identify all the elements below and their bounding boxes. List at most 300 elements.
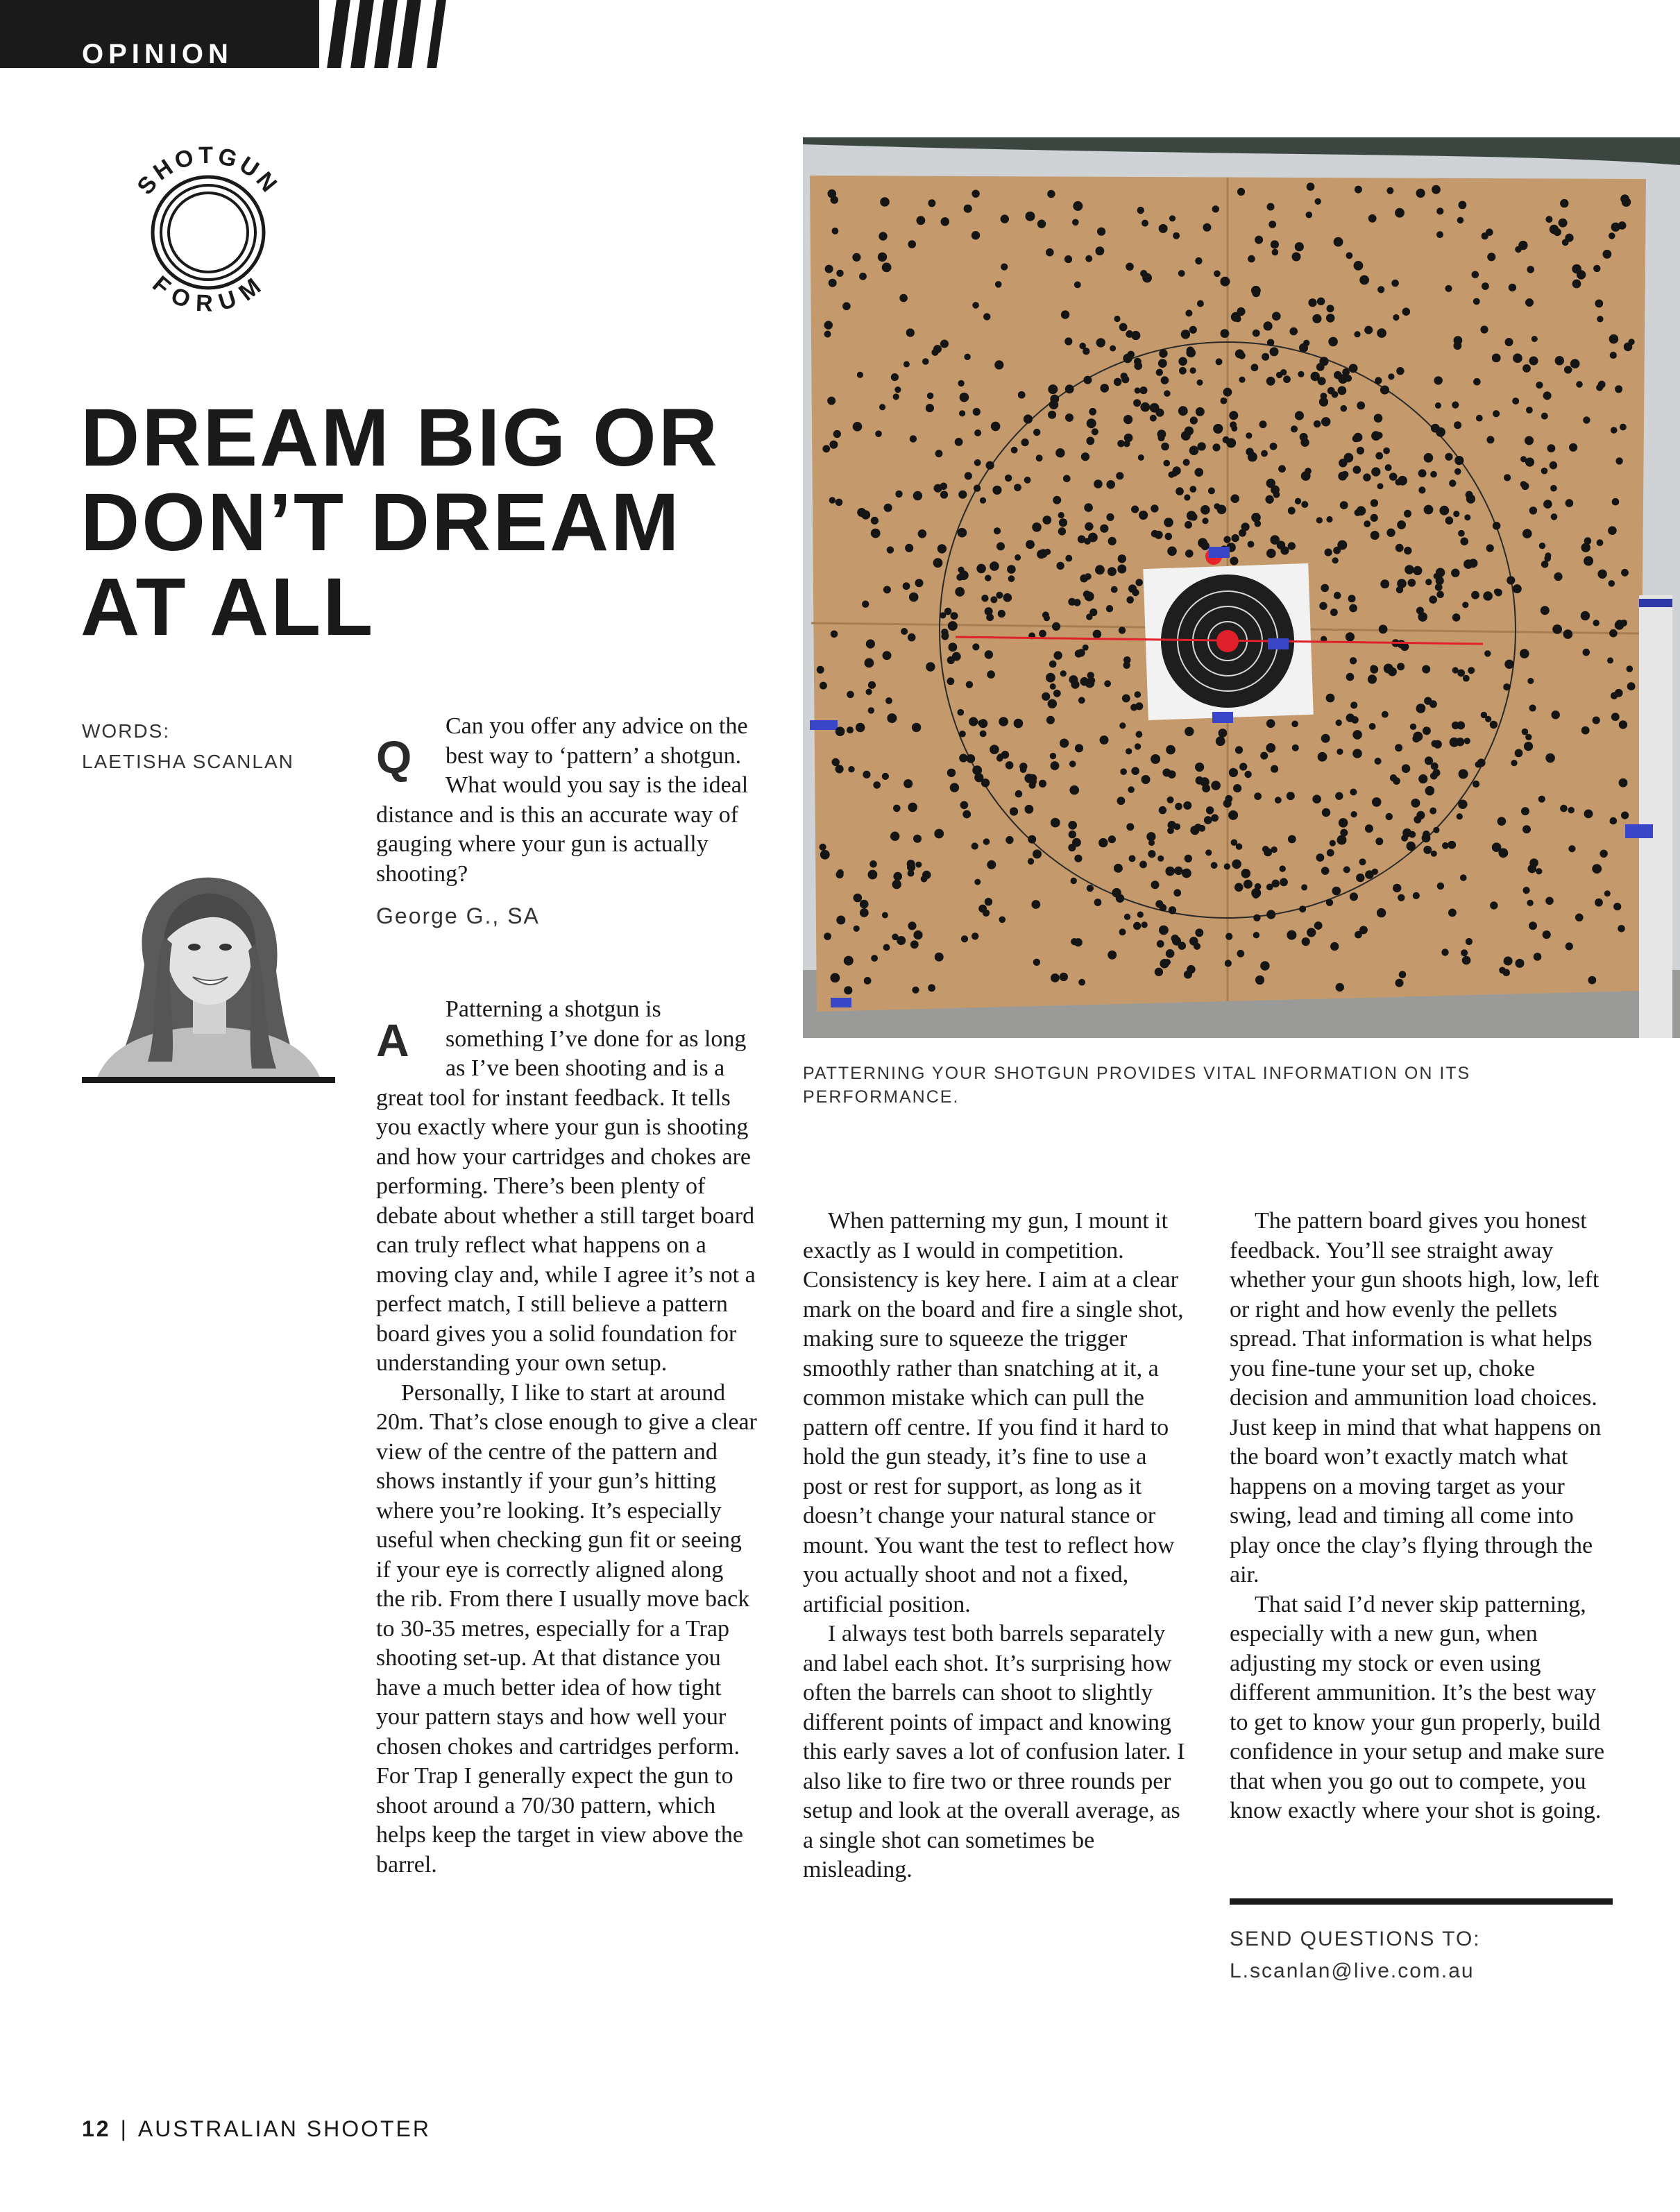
logo-top-text: SHOTGUN [132,142,285,200]
pellet-hole [1132,589,1139,596]
pellet-hole [1060,670,1067,677]
pellet-hole [1386,529,1395,537]
pellet-hole [820,682,827,690]
pellet-hole [1458,530,1465,537]
pellet-hole [1454,468,1461,475]
pattern-board-photo [803,137,1680,1038]
pellet-hole [890,832,899,841]
contact-rule [1230,1898,1613,1905]
pellet-hole [1439,506,1449,516]
pellet-hole [1050,753,1056,759]
pellet-hole [974,485,981,492]
pellet-hole [958,380,964,386]
pellet-hole [996,542,1005,550]
pellet-hole [1402,307,1411,316]
pellet-hole [1064,337,1072,345]
pellet-hole [1278,465,1286,473]
pellet-hole [1368,674,1377,683]
pellet-hole [880,197,890,207]
pellet-hole [1550,461,1557,469]
pellet-hole [1160,959,1169,968]
pellet-hole [1354,261,1364,271]
pellet-hole [1568,807,1575,813]
pellet-hole [1604,890,1611,896]
pellet-hole [1476,415,1483,422]
contact-label: SEND QUESTIONS TO: [1230,1928,1481,1950]
pellet-hole [1391,280,1399,287]
pellet-hole [1364,326,1373,334]
pellet-hole [1014,484,1021,491]
pellet-hole [1164,390,1170,396]
pellet-hole [1597,539,1604,546]
pellet-hole [1404,547,1411,554]
pellet-hole [882,263,892,273]
pellet-hole [1139,511,1148,520]
pellet-hole [1346,673,1355,681]
pellet-hole [1306,212,1313,219]
pellet-hole [1543,930,1551,939]
pellet-hole [1166,745,1176,755]
question-asker: George G., SA [376,903,540,928]
pellet-hole [974,879,981,885]
pellet-hole [1319,357,1328,366]
pellet-hole [1001,751,1010,759]
pellet-hole [1276,372,1282,378]
pellet-hole [981,779,990,787]
pellet-hole [959,754,967,762]
pellet-hole [1411,799,1420,808]
pellet-hole [1494,588,1500,595]
pellet-hole [1334,237,1343,247]
pellet-hole [1436,207,1443,214]
pellet-hole [1398,894,1405,901]
pellet-hole [1266,743,1275,753]
pellet-hole [1267,339,1275,347]
pellet-hole [1084,503,1093,512]
pellet-hole [864,977,872,985]
pellet-hole [892,880,901,889]
pellet-hole [1157,940,1164,948]
pellet-hole [1196,776,1204,785]
pellet-hole [1135,387,1141,393]
page-footer [82,2116,431,2142]
pellet-hole [1185,727,1194,736]
pellet-hole [1246,448,1253,455]
pellet-hole [1046,673,1055,683]
pellet-hole [1593,265,1600,272]
pellet-hole [1195,928,1203,937]
pellet-hole [1119,928,1126,935]
answer-column-3 [1230,1207,1618,1826]
pellet-hole [875,430,882,437]
pellet-hole [934,484,942,493]
pellet-hole [894,386,901,393]
pellet-hole [990,561,999,571]
pellet-hole [1179,367,1187,375]
pellet-hole [1064,255,1072,263]
pellet-hole [955,438,963,446]
pellet-hole [1230,494,1239,503]
pellet-hole [1194,943,1200,950]
pellet-hole [1430,471,1437,478]
pellet-hole [1462,602,1468,608]
pellet-hole [1110,346,1116,352]
pellet-hole [885,697,892,704]
pellet-hole [974,459,981,466]
pellet-hole [1349,364,1358,373]
pellet-hole [1343,866,1350,873]
pellet-hole [1525,298,1534,307]
pellet-hole [1397,579,1407,588]
pellet-hole [1334,371,1342,380]
section-stripe [427,0,446,68]
pellet-hole [1385,464,1392,471]
pellet-hole [1563,629,1573,639]
photo-caption: PATTERNING YOUR SHOTGUN PROVIDES VITAL INFORMATION ON ITS PERFORMANCE. [803,1064,1471,1107]
answer-paragraph: I always test both barrels separately and label each shot. It’s surprising how often the barrels can shoot to slightly different points of impact and knowing this early saves a lot of confusion later. I also like to fire two or three rounds per setup and look at the overall average, as a single shot can sometimes be misleading. [803,1621,1185,1882]
pellet-hole [1490,901,1497,909]
pellet-hole [1248,541,1255,548]
pellet-hole [1261,450,1268,457]
pellet-hole [1007,565,1016,574]
pellet-hole [1126,823,1134,831]
pellet-hole [1037,550,1046,559]
pellet-hole [1375,837,1383,845]
pellet-hole [835,726,845,736]
pellet-hole [1603,250,1612,259]
pellet-hole [1288,542,1296,550]
pellet-hole [1399,971,1407,978]
pellet-hole [1418,774,1427,783]
pellet-hole [1330,840,1336,846]
pellet-hole [1445,516,1454,525]
pellet-hole [863,771,870,779]
pellet-hole [1301,884,1307,890]
pellet-hole [822,445,830,452]
pellet-hole [1326,314,1335,323]
pellet-hole [1525,734,1531,740]
pellet-hole [1234,883,1244,892]
pellet-hole [1615,620,1624,630]
pellet-hole [1253,914,1260,921]
pellet-hole [1414,816,1421,824]
pellet-hole [1260,961,1269,970]
pellet-hole [1312,314,1321,323]
pellet-hole [1148,840,1155,846]
pellet-hole [1484,650,1491,656]
pellet-hole [1119,722,1126,729]
pellet-hole [1053,651,1062,659]
pellet-hole [1372,869,1378,875]
pellet-hole [1377,483,1384,489]
pellet-hole [950,783,959,792]
pellet-hole [1473,298,1480,305]
pellet-hole [1071,681,1079,689]
pellet-hole [1341,405,1348,412]
pellet-hole [1167,547,1177,556]
pellet-hole [1216,358,1223,365]
pellet-hole [1197,300,1204,307]
pellet-hole [1531,336,1538,342]
pellet-hole [1196,407,1205,416]
pellet-hole [1418,486,1425,493]
pellet-hole [1554,572,1562,581]
pellet-hole [995,281,1002,288]
pellet-hole [1052,622,1060,631]
pellet-hole [1424,505,1434,515]
pellet-hole [1584,810,1593,819]
pellet-hole [882,912,888,918]
byline-author: LAETISHA SCANLAN [82,751,294,772]
pellet-hole [1337,835,1347,845]
pellet-hole [1138,454,1144,461]
pellet-hole [1545,216,1552,223]
pellet-hole [1118,554,1126,563]
pellet-hole [1231,425,1237,432]
pellet-hole [1317,298,1325,305]
pellet-hole [974,429,981,436]
pellet-hole [1318,752,1327,762]
pellet-hole [1615,385,1622,393]
pellet-hole [1187,347,1194,355]
pellet-hole [1618,925,1625,933]
pellet-hole [1486,436,1494,443]
pellet-hole [829,279,837,287]
pellet-hole [868,707,874,713]
pellet-hole [1204,816,1212,824]
pellet-hole [1235,746,1243,754]
pellet-hole [1051,761,1060,770]
pellet-hole [1220,277,1230,287]
footer-separator: | [120,2116,128,2141]
pellet-hole [1464,738,1470,744]
pellet-hole [1395,744,1402,751]
pellet-hole [1513,353,1522,363]
pellet-hole [1371,514,1378,522]
pellet-hole [842,303,851,311]
pellet-hole [1583,649,1590,656]
pellet-hole [1609,629,1618,638]
pellet-hole [1336,720,1342,726]
pellet-hole [887,546,894,553]
pellet-hole [1350,892,1358,901]
pellet-hole [1611,427,1618,434]
pellet-hole [1371,431,1381,441]
pellet-hole [868,681,876,689]
pellet-hole [1197,380,1203,386]
answer-paragraph: Personally, I like to start at around 20m. That’s close enough to give a clear view of the centre of the pattern and shows instantly if your gun’s hitting where you’re looking. It’s especially useful when checking gun fit or seeing if your eye is correctly aligned along the rib. From there I usually move back to 30-35 metres, especially for a Trap shooting set-up. At that distance you have a much better idea of how tight your pattern stays and how well your chosen chokes and cartridges perform. For Trap I generally expect the gun to shoot around a 70/30 pattern, which helps keep the target in view above the barrel. [376,1379,757,1878]
pellet-hole [927,393,934,400]
pellet-hole [873,781,881,789]
pellet-hole [1569,443,1577,452]
pellet-hole [1321,734,1330,743]
pellet-hole [1610,817,1618,825]
pellet-hole [1528,865,1537,874]
contact-email[interactable]: L.scanlan@live.com.au [1230,1959,1475,1982]
pellet-hole [1326,516,1332,522]
pellet-hole [1229,768,1238,777]
pellet-hole [1060,973,1068,981]
answer-column-1 [376,995,758,1880]
pellet-hole [1271,486,1280,495]
pellet-hole [1522,825,1531,833]
pellet-hole [935,953,944,962]
pellet-hole [1244,771,1251,778]
pellet-hole [1408,579,1416,587]
pellet-hole [1232,860,1241,869]
section-stripe [398,0,421,68]
pellet-hole [1554,228,1561,236]
pellet-hole [1332,391,1339,398]
pellet-hole [1576,381,1583,388]
pellet-hole [1078,979,1085,986]
pellet-hole [965,472,972,479]
pellet-hole [1307,928,1316,937]
pellet-hole [1239,377,1245,383]
pellet-hole [1133,922,1141,930]
pellet-hole [1609,334,1619,344]
pellet-hole [1171,935,1179,942]
pellet-hole [1195,257,1202,264]
pellet-hole [1529,357,1538,366]
pellet-hole [1492,354,1501,363]
pellet-hole [1520,649,1529,658]
pellet-hole [1457,670,1465,677]
pellet-hole [836,916,845,925]
pellet-hole [1189,513,1197,520]
pellet-hole [1142,273,1152,283]
pellet-hole [1080,677,1089,686]
pellet-hole [1140,402,1150,412]
pellet-hole [1386,187,1393,194]
pellet-hole [1275,797,1282,803]
pellet-hole [1441,948,1448,955]
pellet-hole [1020,766,1027,773]
pellet-hole [1071,878,1077,884]
pellet-hole [1112,888,1121,898]
pellet-hole [1159,224,1168,233]
pellet-hole [1198,825,1205,832]
pellet-hole [893,872,902,881]
pellet-hole [1521,482,1529,490]
pellet-hole [1129,855,1136,862]
pellet-hole [1068,598,1076,606]
pellet-hole [1482,282,1489,290]
pellet-hole [1159,806,1166,814]
pellet-hole [1401,835,1408,842]
pellet-hole [1270,347,1279,356]
pellet-hole [1072,219,1079,226]
pellet-hole [1006,761,1014,769]
pellet-hole [1538,796,1545,803]
pellet-hole [1359,275,1369,285]
pellet-hole [1402,764,1411,773]
pellet-hole [1520,456,1527,462]
pellet-hole [1328,337,1338,347]
pellet-hole [1255,236,1263,244]
pellet-hole [1124,434,1133,443]
pellet-hole [1326,899,1333,906]
pellet-hole [1390,774,1397,781]
pellet-hole [1028,858,1034,865]
pellet-hole [1431,851,1437,857]
pellet-hole [1128,786,1135,793]
pellet-hole [1575,914,1584,922]
pellet-hole [983,838,990,845]
pellet-hole [1159,349,1167,357]
pellet-hole [1480,325,1488,333]
pellet-hole [1206,806,1214,814]
pellet-hole [1083,590,1091,598]
pellet-hole [928,984,935,992]
pellet-hole [1597,570,1606,579]
pellet-hole [1487,253,1495,261]
pellet-hole [1265,495,1273,504]
pellet-hole [1135,691,1142,698]
question [376,712,754,889]
pellet-hole [1272,312,1281,321]
pellet-hole [1097,228,1105,236]
pellet-hole [1085,255,1092,262]
pellet-hole [1225,933,1232,940]
author-photo [82,860,335,1081]
pellet-hole [1397,520,1406,529]
pellet-hole [1398,476,1407,486]
answer-paragraph: When patterning my gun, I mount it exactly as I would in competition. Consistency is key here. I aim at a clear mark on the board and fire a single shot, making sure to squeeze the trigger smoothly rather than snatching at it, a common mistake which can pull the pattern off centre. If you find it hard to hold the gun steady, it’s fine to use a post or rest for support, as long as it doesn’t change your natural stance or mount. You want the test to reflect how you actually shoot and not a fixed, artificial position. [803,1208,1184,1617]
pellet-hole [871,517,879,525]
pellet-hole [1350,701,1357,708]
pellet-hole [1371,467,1380,476]
pellet-hole [1612,498,1620,506]
pellet-hole [1136,731,1143,738]
pellet-hole [1314,921,1323,930]
pellet-hole [1620,194,1629,203]
pellet-hole [1269,221,1276,228]
pellet-hole [1335,792,1343,800]
pellet-hole [1077,649,1085,656]
pellet-hole [832,228,839,235]
pellet-hole [856,723,865,733]
pellet-hole [1015,554,1021,561]
pellet-hole [1609,232,1615,239]
section-stripe [350,0,374,68]
pellet-hole [1270,443,1278,450]
pellet-hole [1434,740,1442,749]
pellet-hole [1042,611,1049,618]
pellet-hole [1287,930,1296,940]
pellet-hole [1338,386,1347,395]
pellet-hole [1352,730,1362,740]
answer-paragraph: That said I’d never skip patterning, especially with a new gun, when adjusting my stock or even using different ammunition. It’s the best way to get to know your gun properly, build confidence in your setup and make sure that when you go out to compete, you know exactly where your shot is going. [1230,1591,1605,1823]
pellet-hole [1061,310,1069,318]
pellet-hole [871,955,878,962]
pellet-hole [991,422,1001,432]
question-dropcap: Q [376,731,412,783]
pellet-hole [1303,340,1309,346]
pellet-hole [1083,376,1092,384]
pellet-hole [1529,921,1537,930]
pellet-hole [1371,499,1378,507]
pellet-hole [828,189,837,198]
headline [80,392,761,653]
pellet-hole [824,933,831,940]
pellet-hole [1169,215,1176,221]
pellet-hole [860,908,869,917]
pellet-hole [1369,723,1376,730]
pellet-hole [1225,960,1232,967]
pellet-hole [1241,522,1250,531]
pellet-hole [1024,477,1031,484]
